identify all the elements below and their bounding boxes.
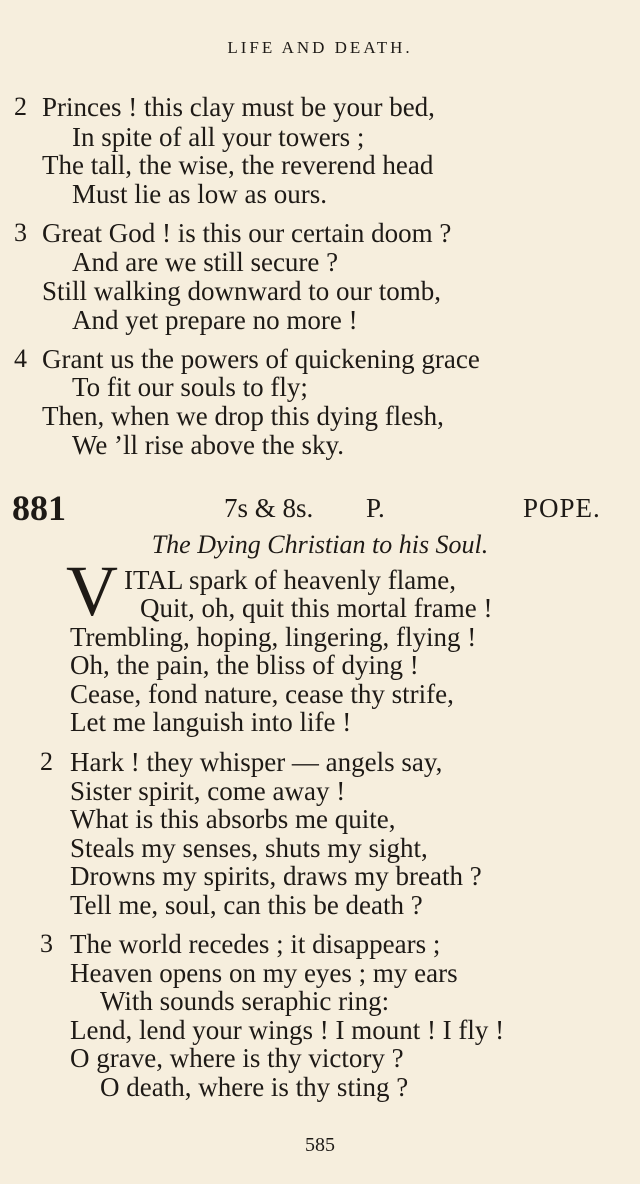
hymn-number: 881 [12,488,66,528]
verse-line: Tell me, soul, can this be death ? [70,890,423,920]
verse-line: Let me languish into life ! [70,707,352,737]
verse-line: Sister spirit, come away ! [70,776,346,806]
hymn-tune-letter: P. [366,493,385,523]
verse-line: O death, where is thy sting ? [100,1072,409,1102]
verse-line: Cease, fond nature, cease thy strife, [70,679,454,709]
page-number: 585 [305,1134,335,1156]
verse-line: To fit our souls to fly; [72,372,308,402]
verse-line: With sounds seraphic ring: [100,986,390,1016]
running-head: LIFE AND DEATH. [227,38,413,57]
verse-line: What is this absorbs me quite, [70,804,396,834]
verse-line: Must lie as low as ours. [72,179,327,209]
verse-line: And yet prepare no more ! [72,305,358,335]
verse-number: 2 [40,747,53,776]
hymn-meter: 7s & 8s. [224,493,314,523]
verse-number: 3 [40,929,53,958]
verse-line: Great God ! is this our certain doom ? [42,218,452,248]
verse-number: 4 [14,344,27,373]
verse-line: Then, when we drop this dying flesh, [42,401,444,431]
verse-line: Trembling, hoping, lingering, flying ! [70,622,477,652]
verse-number: 2 [14,92,27,121]
verse-line: Princes ! this clay must be your bed, [42,92,435,122]
verse-line: O grave, where is thy victory ? [70,1043,404,1073]
verse-line: Grant us the powers of quickening grace [42,344,480,374]
verse-line: And are we still secure ? [72,247,339,277]
verse-line: In spite of all your towers ; [72,122,365,152]
verse-line: Hark ! they whisper — angels say, [70,747,443,777]
verse-line: Steals my senses, shuts my sight, [70,833,428,863]
verse-line: ITAL spark of heavenly flame, [124,565,456,595]
verse-line: The world recedes ; it disappears ; [70,929,441,959]
verse-line: Still walking downward to our tomb, [42,276,441,306]
verse-line: We ’ll rise above the sky. [72,430,344,460]
hymn-title: The Dying Christian to his Soul. [151,530,489,559]
verse-line: Drowns my spirits, draws my breath ? [70,861,482,891]
verse-number: 3 [14,218,27,247]
drop-cap: V [66,551,118,631]
verse-line: Lend, lend your wings ! I mount ! I fly ! [70,1015,505,1045]
verse-line: The tall, the wise, the reverend head [42,150,434,180]
verse-line: Quit, oh, quit this mortal frame ! [140,593,493,623]
verse-line: Oh, the pain, the bliss of dying ! [70,650,419,680]
verse-line: Heaven opens on my eyes ; my ears [70,958,458,988]
hymn-author: POPE. [523,493,601,523]
